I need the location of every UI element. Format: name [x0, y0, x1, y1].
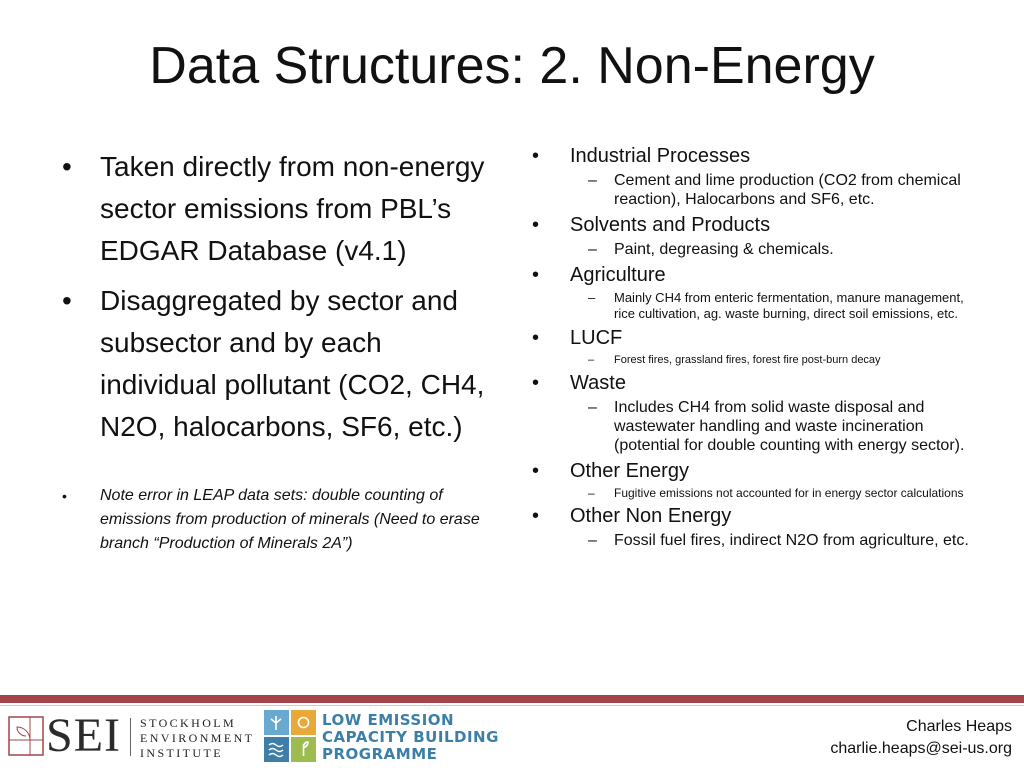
- left-bullet-text: Disaggregated by sector and subsector and by each individual pollutant (CO2, CH4, N2O, halocarbons, SF6, etc.): [100, 285, 485, 442]
- category-detail: [532, 486, 972, 500]
- category-item: [532, 326, 972, 351]
- bullet-dot-icon: •: [532, 372, 540, 394]
- category-item: [532, 263, 972, 288]
- category-detail: [532, 240, 972, 259]
- bullet-dot-icon: •: [532, 214, 540, 236]
- sei-emblem-icon: [8, 716, 44, 756]
- category-item: [532, 504, 972, 529]
- category-detail-text: Includes CH4 from solid waste disposal and wastewater handling and waste incineration (potential for double counting with energy sector).: [614, 399, 965, 454]
- right-column: [532, 140, 972, 554]
- dash-icon: –: [588, 354, 595, 366]
- category-detail-text: Fossil fuel fires, indirect N2O from agriculture, etc.: [614, 532, 969, 549]
- sei-line: STOCKHOLM: [140, 716, 237, 730]
- sei-logo: [8, 709, 255, 762]
- footer-accent-bar: [0, 695, 1024, 703]
- category-label: Industrial Processes: [570, 145, 751, 167]
- category-label: Solvents and Products: [570, 214, 771, 236]
- category-detail-text: Cement and lime production (CO2 from chemical reaction), Halocarbons and SF6, etc.: [614, 172, 961, 208]
- bullet-dot-icon: •: [62, 488, 67, 504]
- category-label: Waste: [570, 372, 626, 394]
- bullet-dot-icon: •: [532, 327, 540, 349]
- contact-info: [830, 716, 1012, 760]
- left-bullet: [62, 280, 502, 448]
- category-detail: [532, 353, 972, 367]
- dash-icon: –: [588, 290, 596, 305]
- category-detail-text: Paint, degreasing & chemicals.: [614, 241, 834, 258]
- left-column: [62, 146, 502, 556]
- dash-icon: –: [588, 399, 597, 416]
- category-label: LUCF: [570, 327, 623, 349]
- author-name: Charles Heaps: [906, 718, 1012, 735]
- dash-icon: –: [588, 172, 597, 189]
- sei-institute-name: [140, 716, 254, 761]
- sei-line: ENVIRONMENT: [140, 731, 255, 745]
- lecb-programme-name: [322, 712, 499, 763]
- left-bullet-text: Taken directly from non-energy sector emissions from PBL’s EDGAR Database (v4.1): [100, 151, 485, 266]
- category-detail-text: Forest fires, grassland fires, forest fire post-burn decay: [614, 354, 881, 366]
- bullet-dot-icon: •: [532, 145, 540, 167]
- slide-title: Data Structures: 2. Non-Energy: [149, 37, 875, 95]
- category-detail: [532, 398, 972, 455]
- left-bullet: [62, 146, 502, 272]
- category-detail-text: Mainly CH4 from enteric fermentation, manure management, rice cultivation, ag. waste burning, direct soil emissions, etc.: [614, 290, 964, 321]
- lecb-line: PROGRAMME: [322, 745, 438, 763]
- bullet-dot-icon: •: [62, 151, 72, 182]
- category-detail: [532, 290, 972, 322]
- left-note: [62, 484, 502, 556]
- dash-icon: –: [588, 532, 597, 549]
- bullet-dot-icon: •: [532, 264, 540, 286]
- category-detail: [532, 171, 972, 209]
- category-detail-text: Fugitive emissions not accounted for in energy sector calculations: [614, 486, 964, 500]
- sei-letters: SEI: [46, 709, 121, 762]
- category-label: Other Non Energy: [570, 505, 732, 527]
- sei-separator: [130, 718, 131, 756]
- category-detail: [532, 531, 972, 550]
- dash-icon: –: [588, 241, 597, 258]
- lecb-line: CAPACITY BUILDING: [322, 728, 499, 746]
- category-label: Other Energy: [570, 460, 689, 482]
- bullet-dot-icon: •: [532, 505, 540, 527]
- lecb-logo-icon: [264, 710, 316, 762]
- author-email: charlie.heaps@sei-us.org: [830, 740, 1012, 757]
- lecb-line: LOW EMISSION: [322, 711, 455, 729]
- dash-icon: –: [588, 486, 595, 500]
- sei-line: INSTITUTE: [140, 746, 223, 760]
- note-text: Note error in LEAP data sets: double counting of emissions from production of minerals (Need to erase branch “Production of Minerals 2A”): [100, 487, 480, 552]
- footer-divider: [0, 705, 1024, 706]
- category-item: [532, 144, 972, 169]
- category-item: [532, 459, 972, 484]
- bullet-dot-icon: •: [532, 460, 540, 482]
- bullet-dot-icon: •: [62, 285, 72, 316]
- category-item: [532, 213, 972, 238]
- category-item: [532, 371, 972, 396]
- category-label: Agriculture: [570, 264, 666, 286]
